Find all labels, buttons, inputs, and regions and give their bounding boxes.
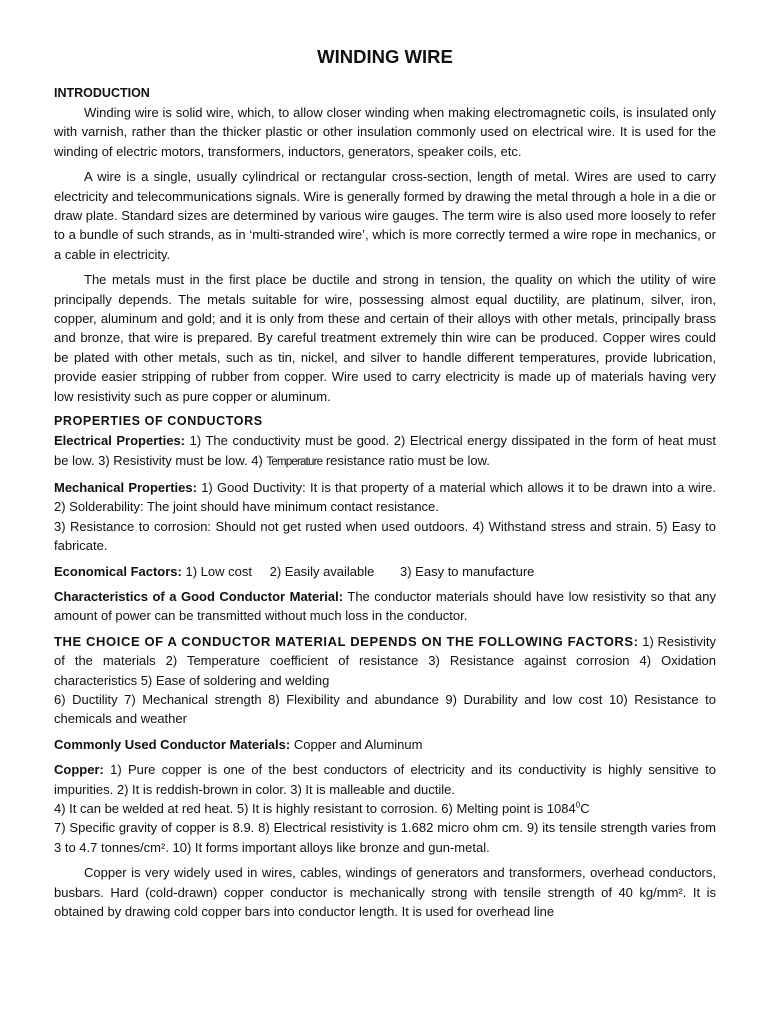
introduction-paragraph-2: A wire is a single, usually cylindrical or rectangular cross-section, length of metal. Wires are used to carry electricity and telecommunications signals. Wire is generally formed by drawing the metal through a hole in a die or draw plate. Standard sizes are determined by various wire gauges. The term wire is also used more loosely to refer to a bundle of such strands, as in ‘multi-stranded wire’, which is more correctly termed a wire rope in mechanics, or a cable in electricity. [54,169,716,262]
electrical-properties-small-word: Temperature [266,455,323,468]
electrical-properties-label: Electrical Properties: [54,433,186,449]
conductor-characteristics-text: The conductor materials should have low resistivity so that any amount of power can be transmitted without much loss in the conductor. [54,588,716,624]
copper-properties [54,760,716,799]
document-title: WINDING WIRE [317,46,453,67]
choice-factors-text-1: 1) Resistivity of the materials 2) Temperature coefficient of resistance 3) Resistance against corrosion 4) Oxidation characteristics 5) Ease of soldering and welding [54,633,716,688]
economical-factor-2: 2) Easily available [269,563,375,579]
electrical-properties-text-a: 1) The conductivity must be good. 2) Electrical energy dissipated in the form of heat must be low. 3) Resistivity must be low. 4) [54,433,716,468]
copper-properties-line-3: 7) Specific gravity of copper is 8.9. 8) Electrical resistivity is 1.682 micro ohm cm. 9) its tensile strength varies from 3 to 4.7 tonnes/cm². 10) It forms important alloys like bronze and gun-metal. [54,820,716,855]
introduction-paragraph-1: Winding wire is solid wire, which, to allow closer winding when making electromagnetic coils, is insulated only with varnish, rather than the thicker plastic or other insulation commonly used on electrical wire. It is used for the winding of electric motors, transformers, inductors, generators, speaker coils, etc. [54,105,716,159]
mechanical-properties [54,478,716,517]
choice-factors [54,632,716,690]
melting-point-superscript: 0 [575,800,581,810]
introduction-paragraph-3: The metals must in the first place be ductile and strong in tension, the quality on which the utility of wire principally depends. The metals suitable for wire, possessing almost equal ductility, are platinum, silver, iron, copper, aluminum and gold; and it is only from these and certain of their alloys with other metals, principally brass and bronze, that wire is prepared. By careful treatment extremely thin wire can be produced. Copper wires could be plated with other metals, such as tin, nickel, and silver to handle different temperatures, provide lubrication, provide easier stripping of rubber from copper. Wire used to carry electricity is made up of materials having very low resistivity such as pure copper or aluminum. [54,272,716,404]
introduction-heading: INTRODUCTION [54,86,150,100]
choice-factors-text-2: 6) Ductility 7) Mechanical strength 8) Flexibility and abundance 9) Durability and low cost 10) Resistance to chemicals and weather [54,691,716,727]
economical-factor-1: 1) Low cost [185,563,252,579]
conductor-characteristics-label: Characteristics of a Good Conductor Material: [54,588,344,604]
mechanical-properties-label: Mechanical Properties: [54,479,197,495]
economical-factors [54,562,716,581]
common-materials-text: Copper and Aluminum [293,736,423,752]
economical-factor-3: 3) Easy to manufacture [400,563,535,579]
electrical-properties-text-b: resistance ratio must be low. [325,452,490,468]
copper-usage-paragraph: Copper is very widely used in wires, cables, windings of generators and transformers, overhead conductors, busbars. Hard (cold-drawn) copper conductor is mechanically strong with tensile strength of 40 kg/mm². It is obtained by drawing cold copper bars into conductor length. It is used for overhead line [54,865,716,920]
economical-factors-label: Economical Factors: [54,563,182,579]
copper-label: Copper: [54,762,104,778]
common-materials-label: Commonly Used Conductor Materials: [54,736,291,752]
copper-text-2a: 4) It can be welded at red heat. 5) It is highly resistant to corrosion. 6) Melting point is 1084 [54,801,576,816]
properties-heading: PROPERTIES OF CONDUCTORS [54,414,263,429]
copper-properties-line-2 [54,799,716,818]
copper-text-1: 1) Pure copper is one of the best conductors of electricity and its conductivity is highly sensitive to impurities. 2) It is reddish-brown in color. 3) It is malleable and ductile. [54,762,716,797]
common-conductor-materials [54,735,716,754]
electrical-properties [54,431,716,472]
mechanical-properties-text: 1) Good Ductivity: It is that property of a material which allows it to be drawn into a wire. 2) Solderability: The joint should have minimum contact resistance. [54,479,716,515]
copper-text-2b: C [580,801,590,816]
choice-factors-heading: THE CHOICE OF A CONDUCTOR MATERIAL DEPENDS ON THE FOLLOWING FACTORS: [54,633,639,649]
conductor-characteristics [54,587,716,626]
mechanical-properties-continued: 3) Resistance to corrosion: Should not get rusted when used outdoors. 4) Withstand stress and strain. 5) Easy to fabricate. [54,518,716,554]
